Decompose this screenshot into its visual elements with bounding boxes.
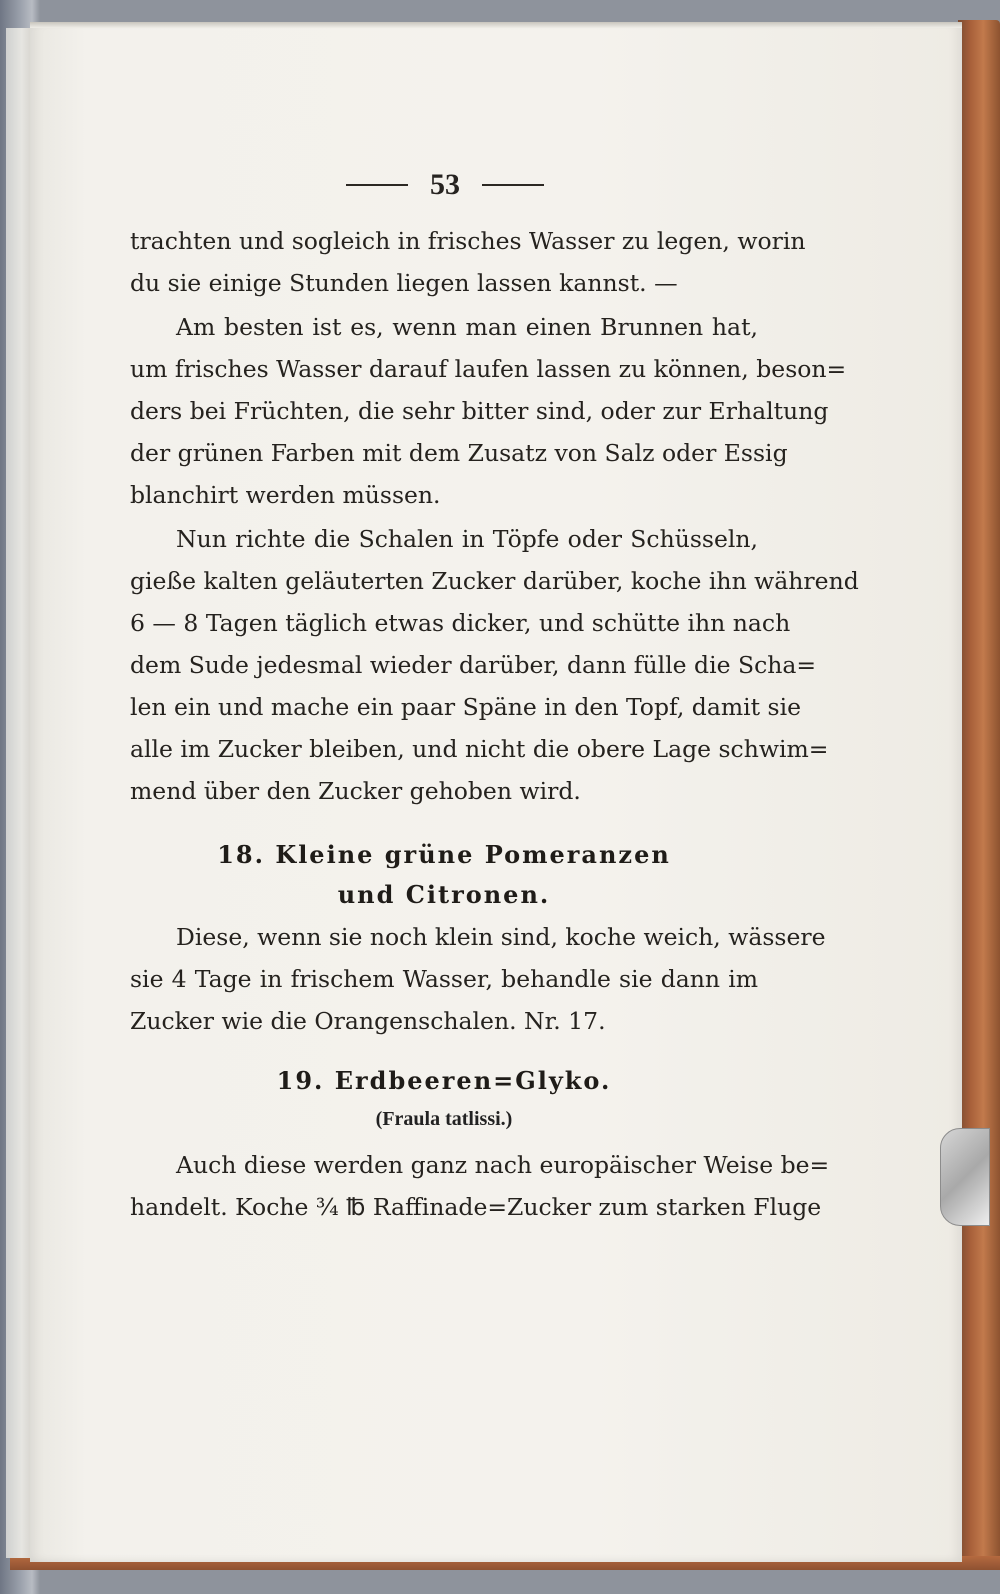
text-line: len ein und mache ein paar Späne in den Topf, damit sie — [130, 693, 802, 721]
text-line: blanchirt werden müssen. — [130, 481, 441, 509]
text-line: gieße kalten geläuterten Zucker darüber, koche ihn während — [130, 567, 859, 595]
text-line: dem Sude jedesmal wieder darüber, dann fülle die Scha= — [130, 651, 817, 679]
text-line: um frisches Wasser darauf laufen lassen zu können, beson= — [130, 355, 847, 383]
text-line: Auch diese werden ganz nach europäischer Weise be= — [176, 1151, 830, 1179]
text-line: alle im Zucker bleiben, und nicht die obere Lage schwim= — [130, 735, 829, 763]
text-line: Am besten ist es, wenn man einen Brunnen hat, — [176, 313, 758, 341]
text-line: mend über den Zucker gehoben wird. — [130, 777, 581, 805]
section-18-heading-line1: 18. Kleine grüne Pomeranzen — [217, 840, 671, 869]
text-line: handelt. Koche ¾ ℔ Raffinade=Zucker zum starken Fluge — [130, 1193, 822, 1221]
page-stack-edge — [6, 28, 33, 1558]
text-line: du sie einige Stunden liegen lassen kannst. — — [130, 269, 678, 297]
section-18-heading-line2: und Citronen. — [337, 880, 551, 909]
page-clip — [940, 1128, 990, 1226]
page-number: 53 — [430, 168, 460, 201]
page-number-dash-right — [482, 184, 544, 186]
text-line: trachten und sogleich in frisches Wasser zu legen, worin — [130, 227, 806, 255]
text-line: der grünen Farben mit dem Zusatz von Salz oder Essig — [130, 439, 788, 467]
page-top-edge — [30, 22, 962, 28]
text-line: Nun richte die Schalen in Töpfe oder Schüsseln, — [176, 525, 758, 553]
text-line: ders bei Früchten, die sehr bitter sind, oder zur Erhaltung — [130, 397, 829, 425]
book-cover-edge — [958, 20, 1000, 1560]
page-number-dash-left — [346, 184, 408, 186]
text-line: sie 4 Tage in frischem Wasser, behandle sie dann im — [130, 965, 758, 993]
text-line: 6 — 8 Tagen täglich etwas dicker, und schütte ihn nach — [130, 609, 791, 637]
section-19-heading: 19. Erdbeeren=Glyko. — [276, 1066, 612, 1095]
text-line: Zucker wie die Orangenschalen. Nr. 17. — [130, 1007, 606, 1035]
page-number-row — [130, 168, 760, 202]
text-line: Diese, wenn sie noch klein sind, koche weich, wässere — [176, 923, 826, 951]
section-19-subtitle: (Fraula tatlissi.) — [375, 1108, 513, 1130]
